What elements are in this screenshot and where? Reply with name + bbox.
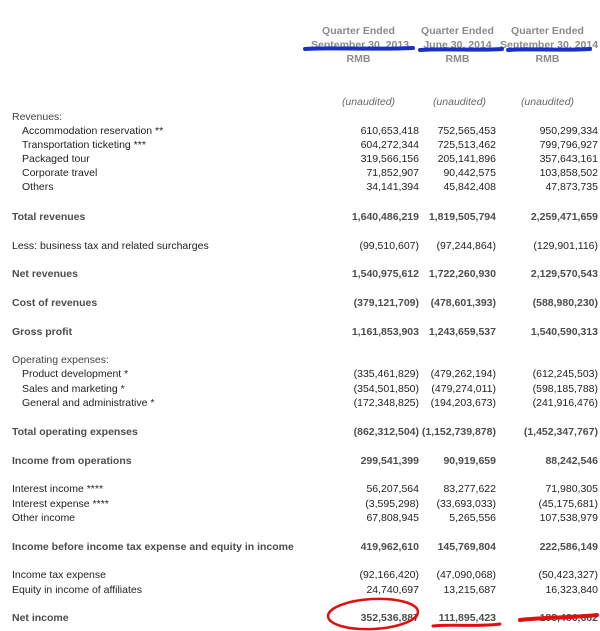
column-header-line1: Quarter Ended bbox=[511, 25, 584, 37]
table-row bbox=[0, 367, 600, 381]
cell-value: 88,242,546 bbox=[545, 455, 598, 467]
column-header-line2: June 30, 2014 bbox=[423, 39, 492, 51]
table-row bbox=[0, 124, 600, 138]
cell-value: (479,274,011) bbox=[431, 383, 496, 395]
table-row-net-revenues bbox=[0, 267, 600, 281]
cell-value: (335,461,829) bbox=[353, 368, 419, 380]
row-label: Net income bbox=[12, 612, 69, 624]
cell-value: 47,873,735 bbox=[545, 181, 598, 193]
cell-value: 2,259,471,659 bbox=[530, 211, 598, 223]
cell-value: (1,152,739,878) bbox=[421, 426, 496, 438]
row-label: Interest expense **** bbox=[12, 498, 109, 510]
cell-value: 725,513,462 bbox=[437, 139, 496, 151]
cell-value: 299,541,399 bbox=[360, 455, 419, 467]
cell-value: (478,601,393) bbox=[430, 297, 496, 309]
table-row-net-income bbox=[0, 611, 600, 625]
table-row bbox=[0, 396, 600, 410]
column-header-unit: RMB bbox=[346, 53, 371, 65]
cell-value: 799,796,927 bbox=[539, 139, 598, 151]
cell-value: 111,895,423 bbox=[438, 612, 496, 624]
cell-value: 24,740,697 bbox=[366, 584, 419, 596]
table-row bbox=[0, 152, 600, 166]
section-operating-expenses bbox=[0, 353, 600, 367]
cell-value: 107,538,979 bbox=[539, 512, 598, 524]
table-row bbox=[0, 511, 600, 525]
row-label: Total operating expenses bbox=[12, 426, 138, 438]
row-label: Less: business tax and related surcharges bbox=[12, 240, 209, 252]
cell-value: 145,769,804 bbox=[437, 541, 496, 553]
unaudited-note-1: (unaudited) bbox=[341, 96, 396, 108]
cell-value: 67,808,945 bbox=[366, 512, 419, 524]
row-label: Income before income tax expense and equity in income bbox=[12, 541, 294, 553]
row-label: Revenues: bbox=[12, 111, 63, 123]
column-header-unit: RMB bbox=[445, 53, 470, 65]
row-label: General and administrative * bbox=[22, 397, 155, 409]
row-label: Operating expenses: bbox=[12, 354, 109, 366]
column-header-line1: Quarter Ended bbox=[322, 25, 395, 37]
table-row bbox=[0, 382, 600, 396]
row-label: Other income bbox=[12, 512, 76, 524]
cell-value: 2,129,570,543 bbox=[530, 268, 598, 280]
row-label: Product development * bbox=[22, 368, 129, 380]
cell-value: (3,595,298) bbox=[365, 498, 419, 510]
cell-value: (588,980,230) bbox=[532, 297, 598, 309]
cell-value: (45,175,681) bbox=[538, 498, 598, 510]
cell-value: (194,203,673) bbox=[430, 397, 496, 409]
cell-value: 1,640,486,219 bbox=[351, 211, 419, 223]
row-label: Cost of revenues bbox=[12, 297, 98, 309]
cell-value: (33,693,033) bbox=[436, 498, 496, 510]
cell-value: 103,858,502 bbox=[539, 167, 598, 179]
cell-value: (862,312,504) bbox=[353, 426, 419, 438]
row-label: Income from operations bbox=[12, 455, 132, 467]
table-row-gross-profit bbox=[0, 325, 600, 339]
cell-value: 205,141,896 bbox=[437, 153, 496, 165]
cell-value: 357,643,161 bbox=[539, 153, 598, 165]
unaudited-note-2: (unaudited) bbox=[432, 96, 487, 108]
table-row-income-before-tax bbox=[0, 540, 600, 554]
cell-value: 56,207,564 bbox=[366, 483, 419, 495]
table-row-total-revenues bbox=[0, 210, 600, 224]
table-row bbox=[0, 180, 600, 194]
row-label: Interest income **** bbox=[12, 483, 104, 495]
cell-value: (92,166,420) bbox=[359, 569, 419, 581]
table-row-income-from-operations bbox=[0, 454, 600, 468]
cell-value: 71,980,305 bbox=[545, 483, 598, 495]
cell-value: (99,510,607) bbox=[359, 240, 419, 252]
cell-value: 34,141,394 bbox=[366, 181, 419, 193]
cell-value: (354,501,850) bbox=[353, 383, 419, 395]
cell-value: 90,442,575 bbox=[443, 167, 496, 179]
cell-value: 1,243,659,537 bbox=[428, 326, 496, 338]
cell-value: 90,919,659 bbox=[443, 455, 496, 467]
cell-value: (172,348,825) bbox=[353, 397, 419, 409]
table-row bbox=[0, 482, 600, 496]
column-header-2 bbox=[410, 24, 505, 66]
row-label: Packaged tour bbox=[22, 153, 90, 165]
table-row bbox=[0, 138, 600, 152]
table-row bbox=[0, 166, 600, 180]
row-label: Net revenues bbox=[12, 268, 78, 280]
cell-value: 352,536,887 bbox=[360, 612, 419, 624]
cell-value: (50,423,327) bbox=[538, 569, 598, 581]
row-label: Sales and marketing * bbox=[22, 383, 125, 395]
cell-value: (1,452,347,767) bbox=[523, 426, 598, 438]
cell-value: 5,265,556 bbox=[449, 512, 496, 524]
cell-value: 16,323,840 bbox=[545, 584, 598, 596]
row-label: Gross profit bbox=[12, 326, 73, 338]
cell-value: 45,842,408 bbox=[443, 181, 496, 193]
column-header-unit: RMB bbox=[535, 53, 560, 65]
table-row-cost-of-revenues bbox=[0, 296, 600, 310]
cell-value: 419,962,610 bbox=[360, 541, 419, 553]
table-row bbox=[0, 239, 600, 253]
column-header-line2: September 30, 2013 bbox=[311, 39, 410, 51]
cell-value: 610,653,418 bbox=[360, 125, 419, 137]
table-row-total-operating-expenses bbox=[0, 425, 600, 439]
cell-value: 1,722,260,930 bbox=[428, 268, 496, 280]
cell-value: 13,215,687 bbox=[443, 584, 496, 596]
table-row bbox=[0, 568, 600, 582]
cell-value: (598,185,788) bbox=[532, 383, 598, 395]
cell-value: (47,090,068) bbox=[436, 569, 496, 581]
cell-value: (97,244,864) bbox=[436, 240, 496, 252]
row-label: Transportation ticketing *** bbox=[22, 139, 146, 151]
column-header-line2: September 30, 2014 bbox=[500, 39, 599, 51]
cell-value: 1,540,590,313 bbox=[530, 326, 598, 338]
column-header-3 bbox=[500, 24, 599, 66]
cell-value: (379,121,709) bbox=[353, 297, 419, 309]
cell-value: 1,540,975,612 bbox=[351, 268, 419, 280]
table-row bbox=[0, 583, 600, 597]
column-header-line1: Quarter Ended bbox=[421, 25, 494, 37]
row-label: Others bbox=[22, 181, 54, 193]
column-header-1 bbox=[311, 24, 410, 66]
cell-value: (129,901,116) bbox=[533, 240, 598, 252]
cell-value: 752,565,453 bbox=[437, 125, 496, 137]
cell-value: (612,245,503) bbox=[532, 368, 598, 380]
cell-value: 950,299,334 bbox=[539, 125, 598, 137]
unaudited-note-3: (unaudited) bbox=[520, 96, 575, 108]
cell-value: 319,566,156 bbox=[360, 153, 419, 165]
cell-value: (479,262,194) bbox=[430, 368, 496, 380]
cell-value: 83,277,622 bbox=[443, 483, 496, 495]
row-label: Total revenues bbox=[12, 211, 86, 223]
row-label: Income tax expense bbox=[12, 569, 106, 581]
row-label: Accommodation reservation ** bbox=[22, 125, 164, 137]
cell-value: (241,916,476) bbox=[532, 397, 598, 409]
cell-value: 188,486,662 bbox=[539, 612, 598, 624]
section-revenues bbox=[0, 110, 600, 124]
cell-value: 71,852,907 bbox=[366, 167, 419, 179]
cell-value: 1,819,505,794 bbox=[428, 211, 496, 223]
row-label: Equity in income of affiliates bbox=[12, 584, 142, 596]
cell-value: 604,272,344 bbox=[360, 139, 419, 151]
cell-value: 222,586,149 bbox=[539, 541, 598, 553]
row-label: Corporate travel bbox=[22, 167, 98, 179]
table-row bbox=[0, 497, 600, 511]
cell-value: 1,161,853,903 bbox=[351, 326, 419, 338]
